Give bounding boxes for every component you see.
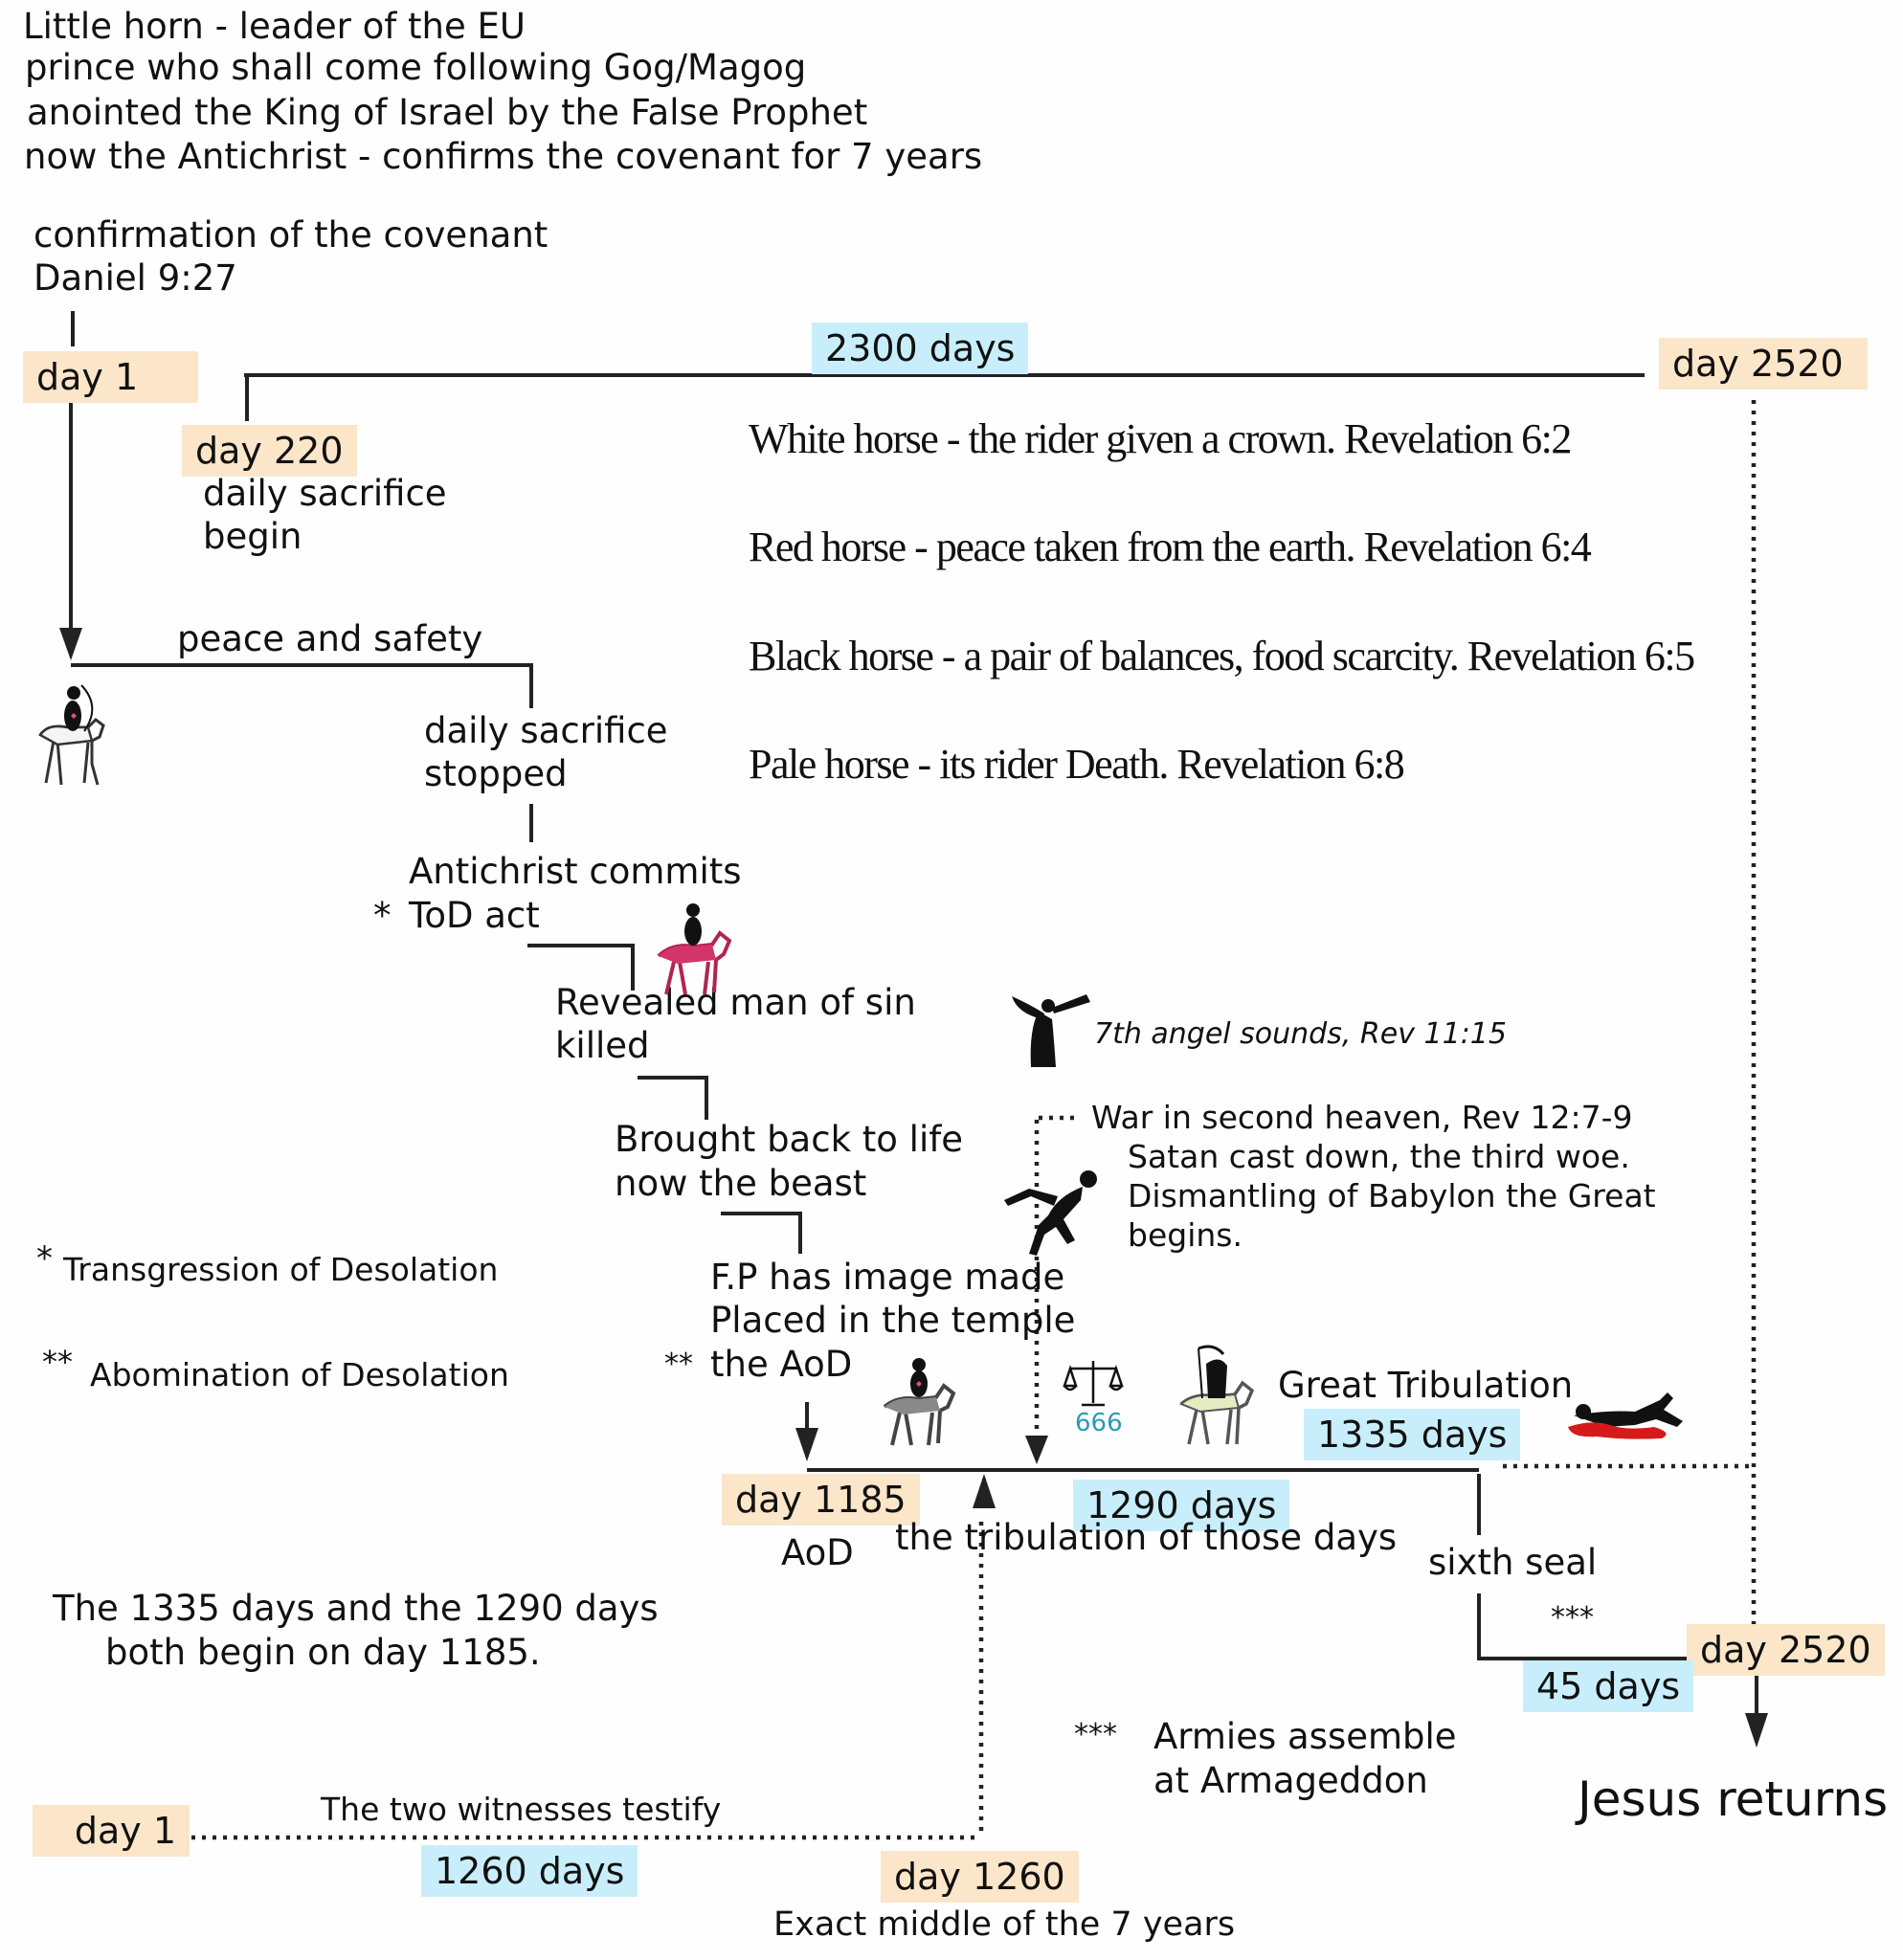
daily-sacrifice-begin-1: daily sacrifice	[203, 473, 447, 514]
black-horse-text: Black horse - a pair of balances, food scarcity. Revelation 6:5	[749, 633, 1694, 679]
great-tribulation-label: Great Tribulation	[1278, 1365, 1574, 1406]
daily-sacrifice-stopped-1: daily sacrifice	[424, 710, 668, 751]
fallen-man-icon	[1568, 1383, 1692, 1450]
white-horse-rider-icon	[29, 678, 111, 792]
day-1-bottom-tag: day 1	[33, 1805, 190, 1857]
exact-middle-label: Exact middle of the 7 years	[773, 1905, 1236, 1944]
brought-back-2: now the beast	[615, 1163, 867, 1204]
day-1260-tag: day 1260	[881, 1851, 1079, 1903]
tribulation-of-those-days: the tribulation of those days	[895, 1517, 1398, 1558]
day-2520-bottom-tag: day 2520	[1687, 1624, 1885, 1676]
intro-line-4: now the Antichrist - confirms the covenant for 7 years	[24, 136, 983, 177]
balance-scales-icon	[1063, 1357, 1124, 1409]
jesus-returns-label: Jesus returns	[1578, 1771, 1889, 1827]
intro-line-2: prince who shall come following Gog/Magog	[25, 47, 807, 88]
antichrist-commits-2: ToD act	[409, 895, 540, 936]
days-2300-tag: 2300 days	[812, 323, 1028, 374]
war-in-heaven-3: Dismantling of Babylon the Great	[1128, 1177, 1656, 1214]
trumpet-angel-icon	[1010, 991, 1096, 1077]
armies-assemble-2: at Armageddon	[1153, 1760, 1428, 1801]
day-220-tag: day 220	[182, 425, 357, 477]
sixth-seal-label: sixth seal	[1428, 1542, 1598, 1583]
day-1-top-tag: day 1	[23, 351, 198, 403]
aod-label: AoD	[781, 1532, 854, 1573]
antichrist-commits-1: Antichrist commits	[409, 851, 742, 892]
war-in-heaven-2: Satan cast down, the third woe.	[1128, 1138, 1630, 1175]
days-45-tag: 45 days	[1523, 1660, 1693, 1712]
days-1290-tag: 1290 days	[1073, 1480, 1289, 1531]
star-1: *	[373, 895, 392, 936]
both-begin-1: The 1335 days and the 1290 days	[53, 1588, 659, 1629]
red-horse-text: Red horse - peace taken from the earth. Revelation 6:4	[749, 523, 1591, 570]
days-1335-tag: 1335 days	[1304, 1409, 1520, 1460]
footnote-1-star: *	[36, 1239, 53, 1278]
armies-assemble-1: Armies assemble	[1153, 1716, 1457, 1757]
red-horse-rider-icon	[651, 895, 737, 1000]
black-horse-rider-icon	[879, 1351, 957, 1447]
confirmation-label: confirmation of the covenant	[34, 214, 549, 256]
footnote-2-star: **	[42, 1344, 73, 1380]
number-666: 666	[1075, 1409, 1123, 1437]
both-begin-2: both begin on day 1185.	[105, 1632, 541, 1673]
star-3: ***	[1551, 1601, 1594, 1635]
pale-horse-rider-icon	[1175, 1345, 1260, 1448]
revealed-man-of-sin-2: killed	[555, 1025, 650, 1066]
pale-horse-text: Pale horse - its rider Death. Revelation 6:8	[749, 741, 1404, 788]
two-witnesses-label: The two witnesses testify	[321, 1791, 722, 1828]
seventh-angel-label: 7th angel sounds, Rev 11:15	[1094, 1017, 1507, 1051]
daniel-reference: Daniel 9:27	[34, 257, 237, 299]
days-1260-tag: 1260 days	[421, 1845, 638, 1897]
war-in-heaven-1: War in second heaven, Rev 12:7-9	[1091, 1099, 1633, 1136]
war-in-heaven-4: begins.	[1128, 1216, 1243, 1254]
fp-image-2: Placed in the temple	[710, 1300, 1076, 1341]
revealed-man-of-sin-1: Revealed man of sin	[555, 982, 916, 1023]
day-2520-top-tag: day 2520	[1659, 338, 1868, 390]
brought-back-1: Brought back to life	[615, 1119, 964, 1160]
white-horse-text: White horse - the rider given a crown. Revelation 6:2	[749, 415, 1571, 462]
falling-man-icon	[1000, 1168, 1106, 1263]
day-1185-tag: day 1185	[722, 1474, 920, 1526]
daily-sacrifice-begin-2: begin	[203, 516, 302, 557]
fp-image-1: F.P has image made	[710, 1257, 1065, 1298]
intro-line-3: anointed the King of Israel by the False Prophet	[27, 92, 868, 133]
footnote-1: Transgression of Desolation	[63, 1251, 499, 1288]
intro-line-1: Little horn - leader of the EU	[23, 6, 526, 47]
star-2: **	[664, 1348, 693, 1381]
armies-star: ***	[1074, 1718, 1117, 1751]
peace-and-safety-label: peace and safety	[177, 618, 483, 659]
daily-sacrifice-stopped-2: stopped	[424, 753, 568, 794]
fp-image-3: the AoD	[710, 1344, 853, 1385]
footnote-2: Abomination of Desolation	[90, 1356, 509, 1393]
